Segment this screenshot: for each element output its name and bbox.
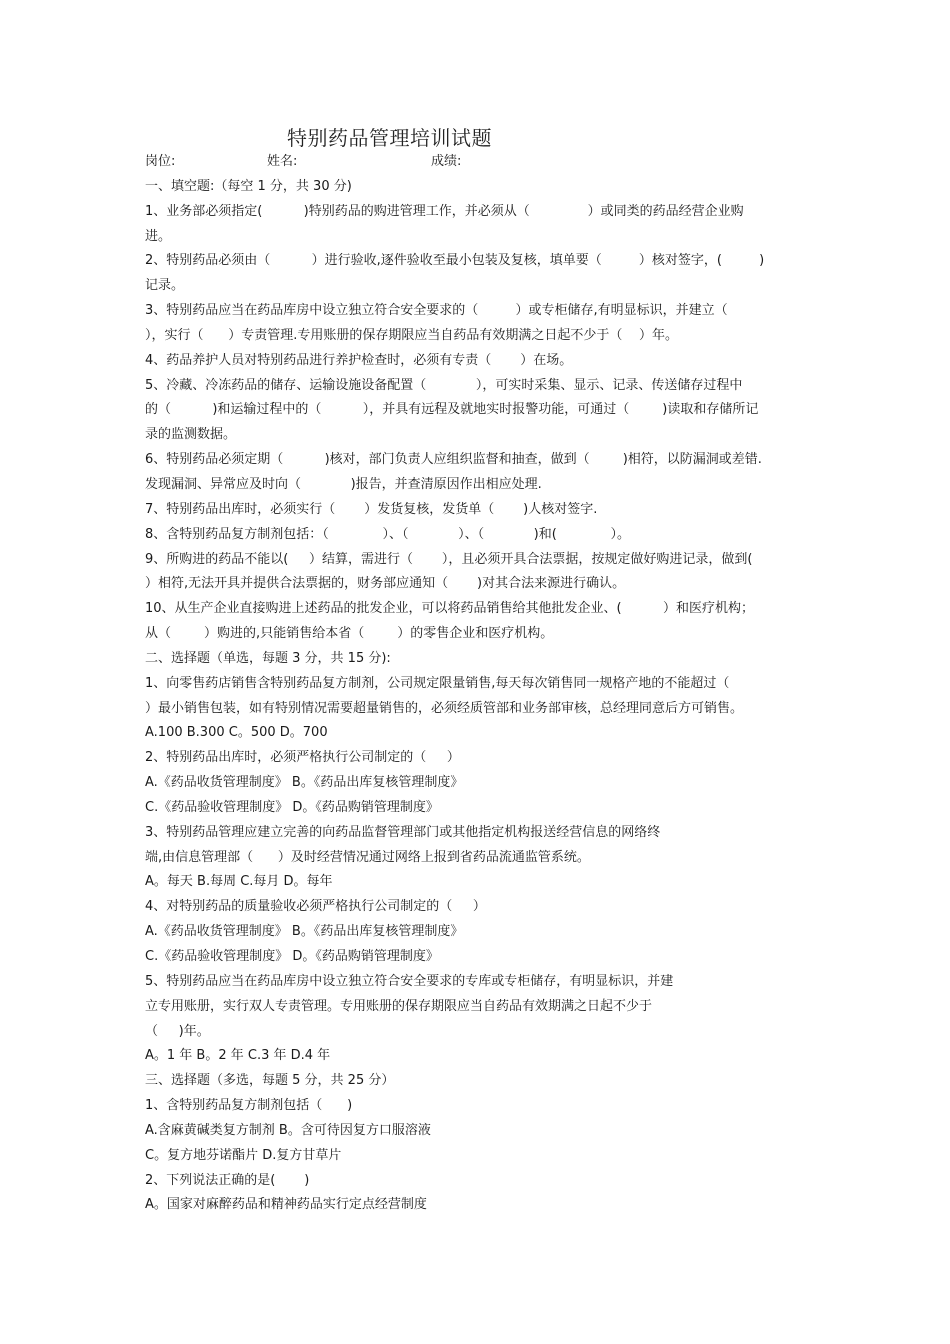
text-line: 1、向零售药店销售含特别药品复方制剂，公司规定限量销售,每天每次销售同一规格产地的不能超过（ [145, 675, 730, 691]
text-line: 10、从生产企业直接购进上述药品的批发企业，可以将药品销售给其他批发企业、( ）和医疗机构； [145, 601, 754, 617]
text-line: 8、含特别药品复方制剂包括：（ ）、（ ）、（ )和( ）。 [145, 526, 631, 542]
text-line: 3、特别药品管理应建立完善的向药品监督管理部门或其他指定机构报送经营信息的网络终 [145, 824, 661, 840]
text-line: C。复方地芬诺酯片 D.复方甘草片 [145, 1147, 342, 1163]
text-line: A。1 年 B。2 年 C.3 年 D.4 年 [145, 1048, 331, 1064]
text-line: 1、含特别药品复方制剂包括（ ) [145, 1098, 353, 1114]
text-line: A.100 B.300 C。500 D。700 [145, 725, 328, 741]
text-line: 的（ )和运输过程中的（ ），并具有远程及就地实时报警功能，可通过（ )读取和存储所记 [145, 402, 759, 418]
text-line: 三、选择题（多选，每题 5 分，共 25 分） [145, 1073, 395, 1089]
text-line: ）最小销售包装，如有特别情况需要超量销售的，必须经质管部和业务部审核，总经理同意后方可销售。 [145, 700, 744, 716]
text-line: 2、下列说法正确的是( ) [145, 1172, 310, 1188]
text-line: 2、特别药品必须由（ ）进行验收,逐件验收至最小包装及复核，填单要（ ）核对签字，( ) [145, 253, 765, 269]
text-line: A.《药品收货管理制度》 B。《药品出库复核管理制度》 [145, 924, 464, 940]
name-label: 姓名: [267, 154, 298, 169]
text-line: 7、特别药品出库时，必须实行（ ）发货复核，发货单（ )人核对签字. [145, 501, 598, 517]
exam-content [145, 150, 810, 1218]
text-line: 6、特别药品必须定期（ )核对，部门负责人应组织监督和抽查，做到（ )相符，以防漏洞或差错. [145, 452, 762, 468]
document-title: 特别药品管理培训试题 [287, 126, 492, 150]
text-line: C.《药品验收管理制度》 D。《药品购销管理制度》 [145, 799, 439, 815]
text-line: C.《药品验收管理制度》 D。《药品购销管理制度》 [145, 949, 439, 964]
text-line: 一、填空题:（每空 1 分，共 30 分) [145, 178, 352, 194]
candidate-info-row [145, 150, 810, 175]
score-label: 成绩: [431, 154, 462, 169]
text-line: A。每天 B.每周 C.每月 D。每年 [145, 874, 333, 890]
text-line: 进。 [145, 228, 172, 244]
text-line: （ )年。 [145, 1023, 210, 1039]
text-line: 立专用账册，实行双人专责管理。专用账册的保存期限应当自药品有效期满之日起不少于 [145, 998, 653, 1014]
text-line: A.《药品收货管理制度》 B。《药品出库复核管理制度》 [145, 775, 464, 791]
text-line: 1、业务部必须指定( )特别药品的购进管理工作，并必须从（ ）或同类的药品经营企业购 [145, 203, 744, 219]
post-label: 岗位: [145, 154, 176, 169]
text-line: A.含麻黄碱类复方制剂 B。含可待因复方口服溶液 [145, 1122, 431, 1138]
text-line: 9、所购进的药品不能以( ）结算，需进行（ ），且必须开具合法票据，按规定做好购进记录，做到( [145, 551, 753, 567]
text-line: ），实行（ ）专责管理.专用账册的保存期限应当自药品有效期满之日起不少于（ ）年。 [145, 327, 678, 343]
text-line: 端,由信息管理部（ ）及时经营情况通过网络上报到省药品流通监管系统。 [145, 849, 590, 865]
text-line: 发现漏洞、异常应及时向（ )报告，并查清原因作出相应处理. [145, 476, 542, 492]
text-line: 4、药品养护人员对特别药品进行养护检查时，必须有专责（ ）在场。 [145, 352, 573, 368]
text-line: 3、特别药品应当在药品库房中设立独立符合安全要求的（ ）或专柜储存,有明显标识，并建立（ [145, 303, 728, 319]
text-line: 5、特别药品应当在药品库房中设立独立符合安全要求的专库或专柜储存，有明显标识，并建 [145, 973, 674, 989]
text-line: ）相符,无法开具并提供合法票据的，财务部应通知（ )对其合法来源进行确认。 [145, 576, 626, 592]
text-line: 从（ ）购进的,只能销售给本省（ ）的零售企业和医疗机构。 [145, 626, 554, 642]
text-line: A。国家对麻醉药品和精神药品实行定点经营制度 [145, 1197, 427, 1213]
text-line: 录的监测数据。 [145, 427, 237, 443]
text-line: 二、选择题（单选，每题 3 分，共 15 分): [145, 650, 391, 666]
text-line: 5、冷藏、冷冻药品的储存、运输设施设备配置（ ），可实时采集、显示、记录、传送储存过程中 [145, 377, 743, 393]
text-line: 2、特别药品出库时，必须严格执行公司制定的（ ） [145, 750, 460, 766]
text-line: 4、对特别药品的质量验收必须严格执行公司制定的（ ） [145, 899, 486, 915]
text-line: 记录。 [145, 278, 185, 294]
